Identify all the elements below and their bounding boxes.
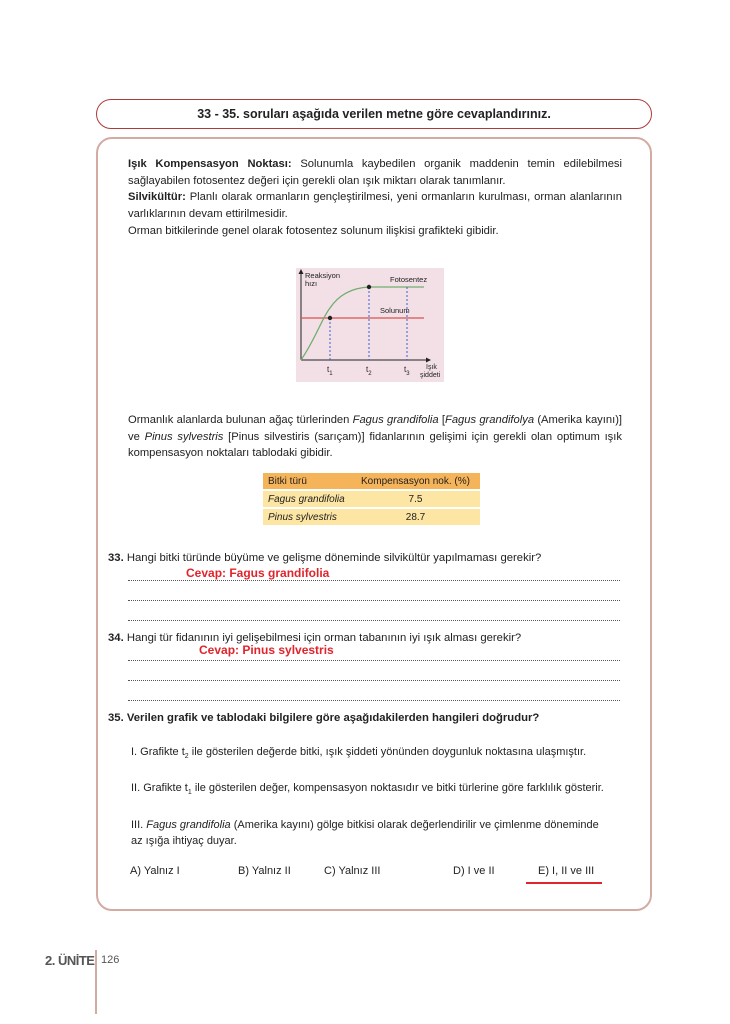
answer-line xyxy=(128,600,620,601)
option-a[interactable]: A) Yalnız I xyxy=(130,865,180,877)
selected-answer-underline xyxy=(526,882,602,884)
table-cell: 7.5 xyxy=(408,493,423,505)
table-cell: 28.7 xyxy=(405,511,426,523)
answer-34: Cevap: Pinus sylvestris xyxy=(199,643,334,657)
tick-t3: $t_3$ xyxy=(404,365,410,377)
graph-intro: Orman bitkilerinde genel olarak fotosentez solunum ilişkisi grafikteki gibidir. xyxy=(128,225,499,237)
table-header-cell: Bitki türü xyxy=(268,475,307,487)
x-label-line1: Işık xyxy=(426,364,437,371)
species-name: Fagus grandifolya xyxy=(444,414,535,426)
definition-term: Işık Kompensasyon Noktası: xyxy=(128,158,292,170)
question-number: 33. xyxy=(108,552,124,564)
species-name: Pinus sylvestris xyxy=(144,430,224,443)
answer-line xyxy=(128,620,620,621)
section-header-title: 33 - 35. soruları aşağıda verilen metne göre cevaplandırınız. xyxy=(197,107,551,121)
x-label-line2: şiddeti xyxy=(420,372,441,379)
table-header-row xyxy=(263,473,480,489)
table-row xyxy=(263,509,480,525)
option-d[interactable]: D) I ve II xyxy=(453,865,495,877)
question-33 xyxy=(108,550,541,566)
footer-divider xyxy=(95,950,97,1014)
y-label-line1: Reaksiyon xyxy=(305,271,341,280)
compensation-table xyxy=(263,473,480,527)
tick-t1: $t_1$ xyxy=(327,365,333,377)
photosynthesis-respiration-chart xyxy=(296,268,444,382)
answer-line xyxy=(128,680,620,681)
statement-2: II. Grafikte $t_1$ ile gösterilen değer, kompensasyon noktasıdır ve bitki türlerine göre farklılık gösterir. xyxy=(131,782,604,797)
saturation-point xyxy=(367,285,371,289)
answer-line xyxy=(128,660,620,661)
answer-33: Cevap: Fagus grandifolia xyxy=(186,566,330,580)
question-number: 34. xyxy=(108,632,124,644)
question-35 xyxy=(108,710,539,726)
y-axis-arrow xyxy=(299,269,304,274)
definition-text: Solunumla kaybedilen organik maddenin temin edilebilmesi sağlayabilen fotosentez değeri için gerekli olan ışık miktarı olarak tanımlanır. xyxy=(128,158,623,187)
chart-svg xyxy=(296,268,444,382)
photosynthesis-label: Fotosentez xyxy=(390,275,428,284)
species-paragraph: Ormanlık alanlarda bulunan ağaç türlerinden Fagus grandifolia [Fagus grandifolya (Amerika kayını)] ve Pinus sylvestris [Pinus silvestiris (sarıçam)] fidanlarının gelişimi için gerekli olan optimum ışık kompensasyon noktaları tablodaki gibidir. xyxy=(128,414,623,459)
option-b[interactable]: B) Yalnız II xyxy=(238,865,291,877)
definition-silviculture xyxy=(128,189,622,222)
table-cell: Fagus grandifolia xyxy=(268,493,345,505)
x-axis-arrow xyxy=(426,358,431,363)
section-header xyxy=(96,99,652,129)
answer-line xyxy=(128,700,620,701)
table-row xyxy=(263,491,480,507)
page-number: 126 xyxy=(101,954,120,966)
species-name: Fagus grandifolia xyxy=(352,414,439,426)
statement-3: III. Fagus grandifolia (Amerika kayını) gölge bitkisi olarak değerlendirilir ve çimlenme döneminde az ışığa ihtiyaç duyar. xyxy=(131,819,599,847)
question-text: Verilen grafik ve tablodaki bilgilere göre aşağıdakilerden hangileri doğrudur? xyxy=(123,712,540,724)
table-cell: Pinus sylvestris xyxy=(268,511,337,523)
definition-text: Planlı olarak ormanların gençleştirilmesi, yeni ormanların kurulması, orman alanlarının varlıklarının devam ettirilmesidir. xyxy=(128,191,622,220)
species-name: Fagus grandifolia xyxy=(146,819,231,831)
tick-t2: $t_2$ xyxy=(366,365,372,377)
unit-label: 2. ÜNİTE xyxy=(45,953,95,968)
table-header-cell: Kompensasyon nok. (%) xyxy=(361,475,470,487)
question-text: Hangi bitki türünde büyüme ve gelişme döneminde silvikültür yapılmaması gerekir? xyxy=(123,552,542,564)
option-e[interactable]: E) I, II ve III xyxy=(538,865,595,877)
definition-compensation xyxy=(128,156,622,189)
photosynthesis-curve xyxy=(301,287,424,360)
y-label-line2: hızı xyxy=(305,279,318,288)
definition-term: Silvikültür: xyxy=(128,191,186,203)
statement-1: I. Grafikte $t_2$ ile gösterilen değerde bitki, ışık şiddeti yönünden doygunluk noktasına ulaşmıştır. xyxy=(131,746,587,761)
compensation-point xyxy=(328,316,332,320)
question-text: Hangi tür fidanının iyi gelişebilmesi için orman tabanının iyi ışık alması gerekir? xyxy=(123,632,522,644)
question-number: 35. xyxy=(108,712,124,724)
answer-line xyxy=(128,580,620,581)
option-c[interactable]: C) Yalnız III xyxy=(324,865,381,877)
respiration-label: Solunum xyxy=(380,306,410,315)
